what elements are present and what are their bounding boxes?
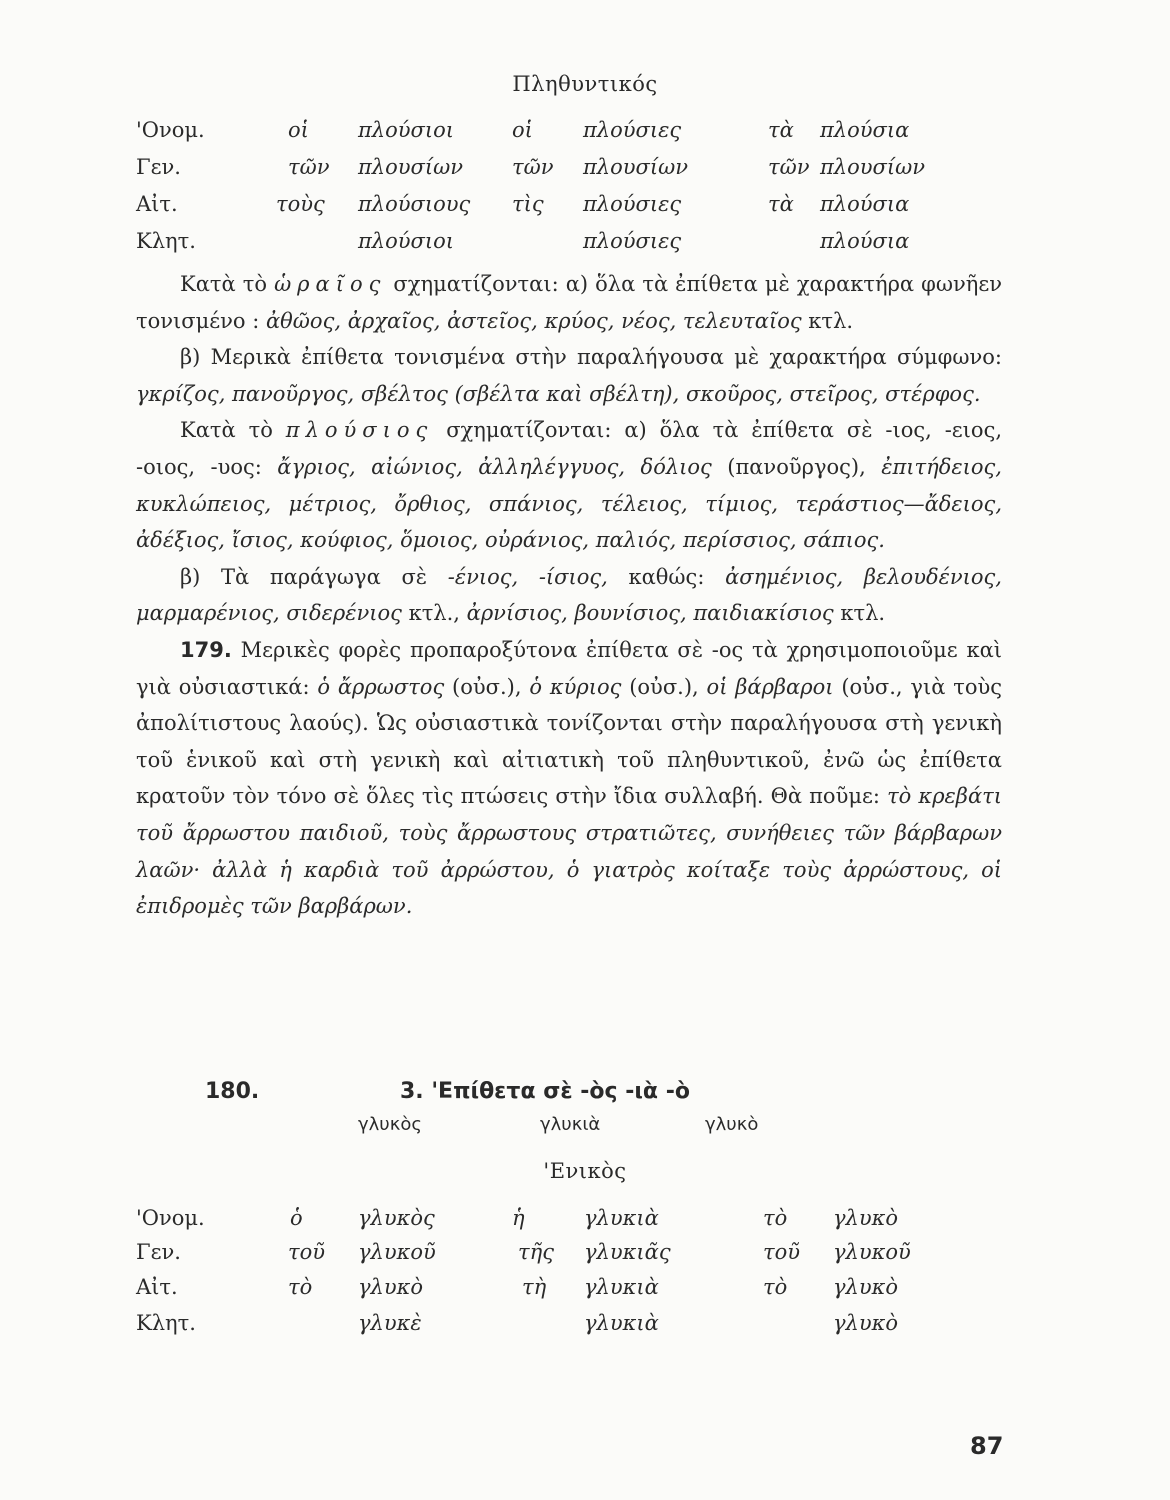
paragraph-179: 179. Μερικὲς φορὲς προπαροξύτονα ἐπίθετα σὲ -ος τὰ χρησιμοποιοῦμε καὶ γιὰ οὐσιαστικά: ὁ ἄρρωστος (οὐσ.), ὁ κύριος (οὐσ.), οἱ βάρβαροι (οὐσ., γιὰ τοὺς ἀπολίτιστους λαούς). Ὡς οὐσιαστικὰ τονίζονται στὴν παραλήγουσα στὴ γενικὴ τοῦ ἑνικοῦ καὶ στὴ γενικὴ καὶ αἰτιατικὴ τοῦ πληθυντικοῦ, ἐνῶ ὡς ἐπίθετα κρατοῦν τὸν τόνο σὲ ὅλες τὶς πτώσεις στὴν ἴδια συλλαβή. Θὰ ποῦμε: τὸ κρεβάτι τοῦ ἄρρωστου παιδιοῦ, τοὺς ἄρρωστους στρατιῶτες, συνήθειες τῶν βάρβαρων λαῶν· ἀλλὰ ἡ καρδιὰ τοῦ ἀρρώστου, ὁ γιατρὸς κοίταξε τοὺς ἀρρώστους, οἱ ἐπιδρομὲς τῶν βαρβάρων. — [136, 637, 1003, 919]
article: οἱ — [512, 118, 533, 142]
form: γλυκιὰ — [584, 1275, 659, 1299]
singular-row — [0, 1240, 1170, 1274]
article: τῆς — [518, 1240, 554, 1264]
form: γλυκὸς — [358, 1206, 435, 1230]
form: πλούσια — [820, 192, 910, 216]
article: τὸ — [763, 1206, 788, 1230]
grammar-text — [136, 266, 1002, 925]
form: γλυκὲ — [358, 1311, 422, 1335]
form: πλούσιες — [583, 229, 682, 253]
form: γλυκιᾶς — [584, 1240, 671, 1264]
article: τὰ — [768, 118, 794, 142]
examples: γκρίζος, πανοῦργος, σβέλτος (σβέλτα καὶ σβέλτη), σκοῦρος, στεῖρος, στέρφος. — [136, 381, 981, 406]
form: πλούσια — [820, 229, 910, 253]
form: πλούσιους — [358, 192, 471, 216]
article: τὸ — [763, 1275, 788, 1299]
page-number: 87 — [970, 1432, 1004, 1460]
paragraph-number: 179. — [180, 637, 232, 662]
plural-row — [0, 118, 1170, 152]
example-word: ὡραῖος — [274, 272, 387, 296]
section-title: 3. 'Επίθετα σὲ -ὸς -ιὰ -ὸ — [400, 1079, 690, 1104]
plural-row — [0, 155, 1170, 189]
form: πλουσίων — [358, 155, 463, 179]
examples: ἄγριος, αἰώνιος, ἀλληλέγγυος, δόλιος — [277, 454, 712, 479]
singular-row — [0, 1275, 1170, 1309]
example-word: πλούσιος — [285, 418, 434, 443]
form: πλούσιοι — [358, 118, 454, 142]
article: ἡ — [512, 1206, 525, 1230]
article: τῶν — [768, 155, 810, 179]
form: γλυκοῦ — [358, 1240, 436, 1264]
paragraph-derivatives: β) Τὰ παράγωγα σὲ -ένιος, -ίσιος, καθώς: ἀσημένιος, βελουδένιος, μαρμαρένιος, σιδερένιος κτλ., ἀρνίσιος, βουνίσιος, παιδιακίσιος κτλ. — [136, 564, 1002, 626]
form: γλυκιὰ — [584, 1206, 659, 1230]
plural-row — [0, 192, 1170, 226]
article: τοῦ — [288, 1240, 326, 1264]
form: γλυκὸ — [358, 1275, 424, 1299]
section-form-masc: γλυκὸς — [358, 1114, 422, 1135]
case-label: Αἰτ. — [136, 1275, 178, 1299]
article: τὸ — [288, 1275, 313, 1299]
article: τοῦ — [763, 1240, 801, 1264]
article: τὰ — [768, 192, 794, 216]
examples: ἀθῶος, ἀρχαῖος, ἀστεῖος, κρύος, νέος, τελευταῖος — [265, 308, 802, 333]
examples: ἐπιτήδειος, κυκλώπειος, μέτριος, ὄρθιος, σπάνιος, τέλειος, τίμιος, τεράστιος—ἄδειος, ἀδέξιος, ἴσιος, κούφιος, ὅμοιος, οὐράνιος, παλιός, περίσσιος, σάπιος. — [136, 454, 1002, 553]
form: πλούσιοι — [358, 229, 454, 253]
article: τῶν — [512, 155, 554, 179]
form: πλούσια — [820, 118, 910, 142]
plural-row — [0, 229, 1170, 263]
section-number: 180. — [205, 1079, 260, 1104]
article: τὴ — [522, 1275, 547, 1299]
paragraph-consonant: β) Μερικὰ ἐπίθετα τονισμένα στὴν παραλήγουσα μὲ χαρακτήρα σύμφωνο: γκρίζος, πανοῦργος, σβέλτος (σβέλτα καὶ σβέλτη), σκοῦρος, στεῖρος, στέρφος. — [136, 345, 1002, 406]
case-label: Κλητ. — [136, 229, 196, 253]
section-form-fem: γλυκιὰ — [540, 1114, 601, 1135]
plural-heading: Πληθυντικός — [512, 72, 658, 96]
examples: ἀρνίσιος, βουνίσιος, παιδιακίσιος — [466, 601, 834, 626]
form: πλουσίων — [820, 155, 925, 179]
article: τὶς — [512, 192, 544, 216]
case-label: Γεν. — [136, 1240, 181, 1264]
form: πλουσίων — [583, 155, 688, 179]
case-label: Γεν. — [136, 155, 181, 179]
case-label: Κλητ. — [136, 1311, 196, 1335]
article: τοὺς — [276, 192, 325, 216]
section-form-neut: γλυκὸ — [705, 1114, 759, 1135]
case-label: 'Ονομ. — [136, 118, 205, 142]
form: γλυκὸ — [833, 1206, 899, 1230]
form: πλούσιες — [583, 118, 682, 142]
form: γλυκὸ — [833, 1311, 899, 1335]
singular-heading: 'Ενικὸς — [543, 1159, 627, 1183]
case-label: Αἰτ. — [136, 192, 178, 216]
paragraph-plousios: Κατὰ τὸ πλούσιος σχηματίζονται: α) ὅλα τὰ ἐπίθετα σὲ -ιος, -ειος, -οιος, -υος: ἄγριος, αἰώνιος, ἀλληλέγγυος, δόλιος (πανοῦργος), ἐπιτήδειος, κυκλώπειος, μέτριος, ὄρθιος, σπάνιος, τέλειος, τίμιος, τεράστιος—ἄδειος, ἀδέξιος, ἴσιος, κούφιος, ὅμοιος, οὐράνιος, παλιός, περίσσιος, σάπιος. — [136, 418, 1002, 553]
form: γλυκιὰ — [584, 1311, 659, 1335]
article: οἱ — [288, 118, 309, 142]
form: γλυκοῦ — [833, 1240, 911, 1264]
case-label: 'Ονομ. — [136, 1206, 205, 1230]
singular-row — [0, 1206, 1170, 1240]
form: πλούσιες — [583, 192, 682, 216]
article: τῶν — [288, 155, 330, 179]
form: γλυκὸ — [833, 1275, 899, 1299]
singular-row — [0, 1311, 1170, 1345]
article: ὁ — [290, 1206, 303, 1230]
paragraph-oraios: Κατὰ τὸ ὡραῖος σχηματίζονται: α) ὅλα τὰ ἐπίθετα μὲ χαρακτήρα φωνῆεν τονισμένο : ἀθῶος, ἀρχαῖος, ἀστεῖος, κρύος, νέος, τελευταῖος κτλ. — [136, 272, 1002, 333]
examples: ἀσημένιος, βελουδένιος, μαρμαρένιος, σιδερένιος — [136, 564, 1002, 626]
